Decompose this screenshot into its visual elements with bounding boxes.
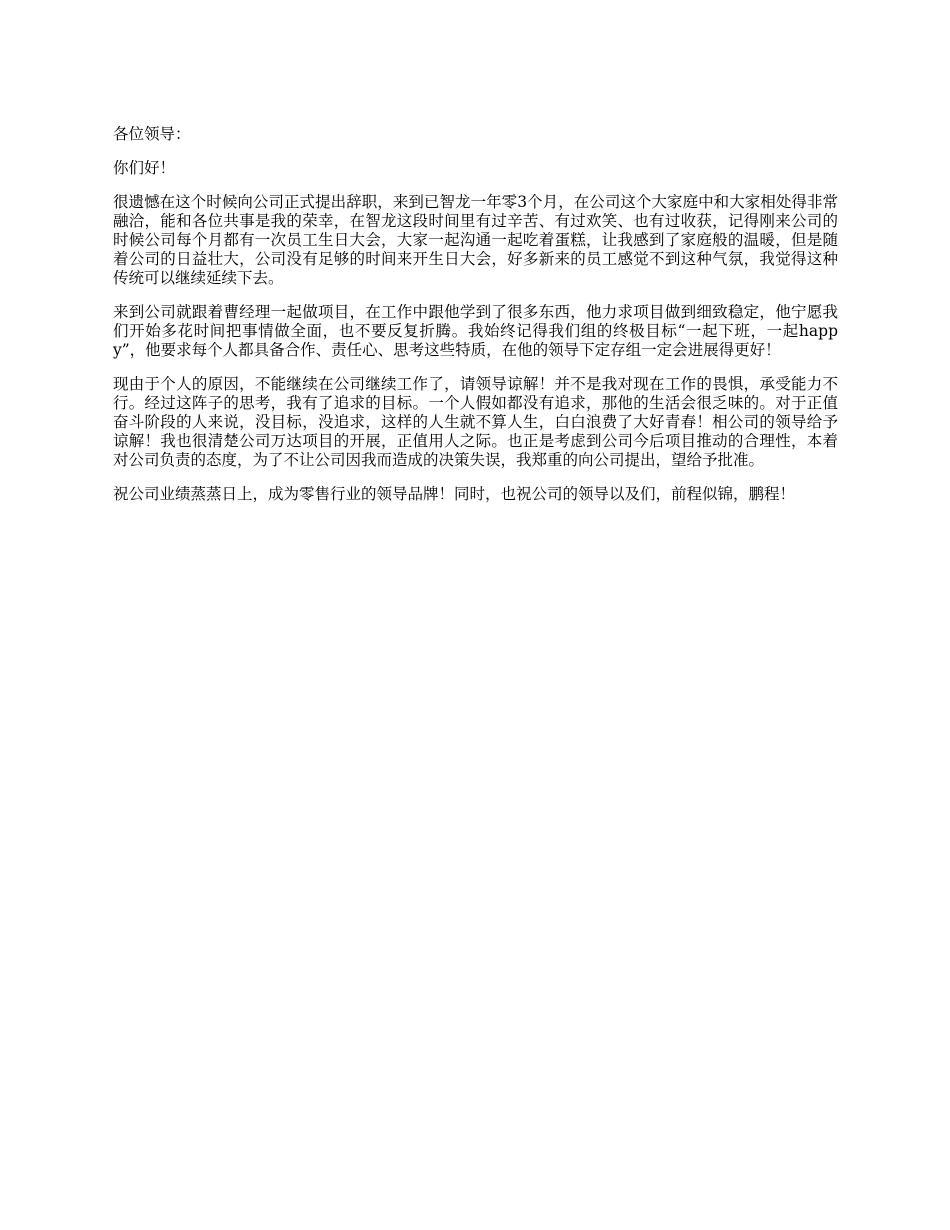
paragraph-project: 来到公司就跟着曹经理一起做项目，在工作中跟他学到了很多东西，他力求项目做到细致稳定，他宁愿我们开始多花时间把事情做全面，也不要反复折腾。我始终记得我们组的终极目标“一起下班，一起happy”，他要求每个人都具备合作、责任心、思考这些特质，在他的领导下定存组一定会进展得更好！ bbox=[113, 303, 838, 359]
paragraph-intro: 很遗憾在这个时候向公司正式提出辞职，来到已智龙一年零3个月，在公司这个大家庭中和大家相处得非常融洽，能和各位共事是我的荣幸，在智龙这段时间里有过辛苦、有过欢笑、也有过收获，记得刚来公司的时候公司每个月都有一次员工生日大会，大家一起沟通一起吃着蛋糕，让我感到了家庭般的温暖，但是随着公司的日益壮大，公司没有足够的时间来开生日大会，好多新来的员工感觉不到这种气氛，我觉得这种传统可以继续延续下去。 bbox=[113, 193, 838, 287]
greeting: 你们好！ bbox=[113, 159, 176, 177]
document-body bbox=[113, 125, 838, 519]
paragraph-closing: 祝公司业绩蒸蒸日上，成为零售行业的领导品牌！同时，也祝公司的领导以及们，前程似锦，鹏程！ bbox=[113, 485, 796, 503]
paragraph-reason: 现由于个人的原因，不能继续在公司继续工作了，请领导谅解！并不是我对现在工作的畏惧，承受能力不行。经过这阵子的思考，我有了追求的目标。一个人假如都没有追求，那他的生活会很乏味的。对于正值奋斗阶段的人来说，没目标，没追求，这样的人生就不算人生，白白浪费了大好青春！相公司的领导给予谅解！我也很清楚公司万达项目的开展，正值用人之际。也正是考虑到公司今后项目推动的合理性，本着对公司负责的态度，为了不让公司因我而造成的决策失误，我郑重的向公司提出，望给予批准。 bbox=[113, 375, 838, 469]
salutation: 各位领导： bbox=[113, 125, 191, 143]
